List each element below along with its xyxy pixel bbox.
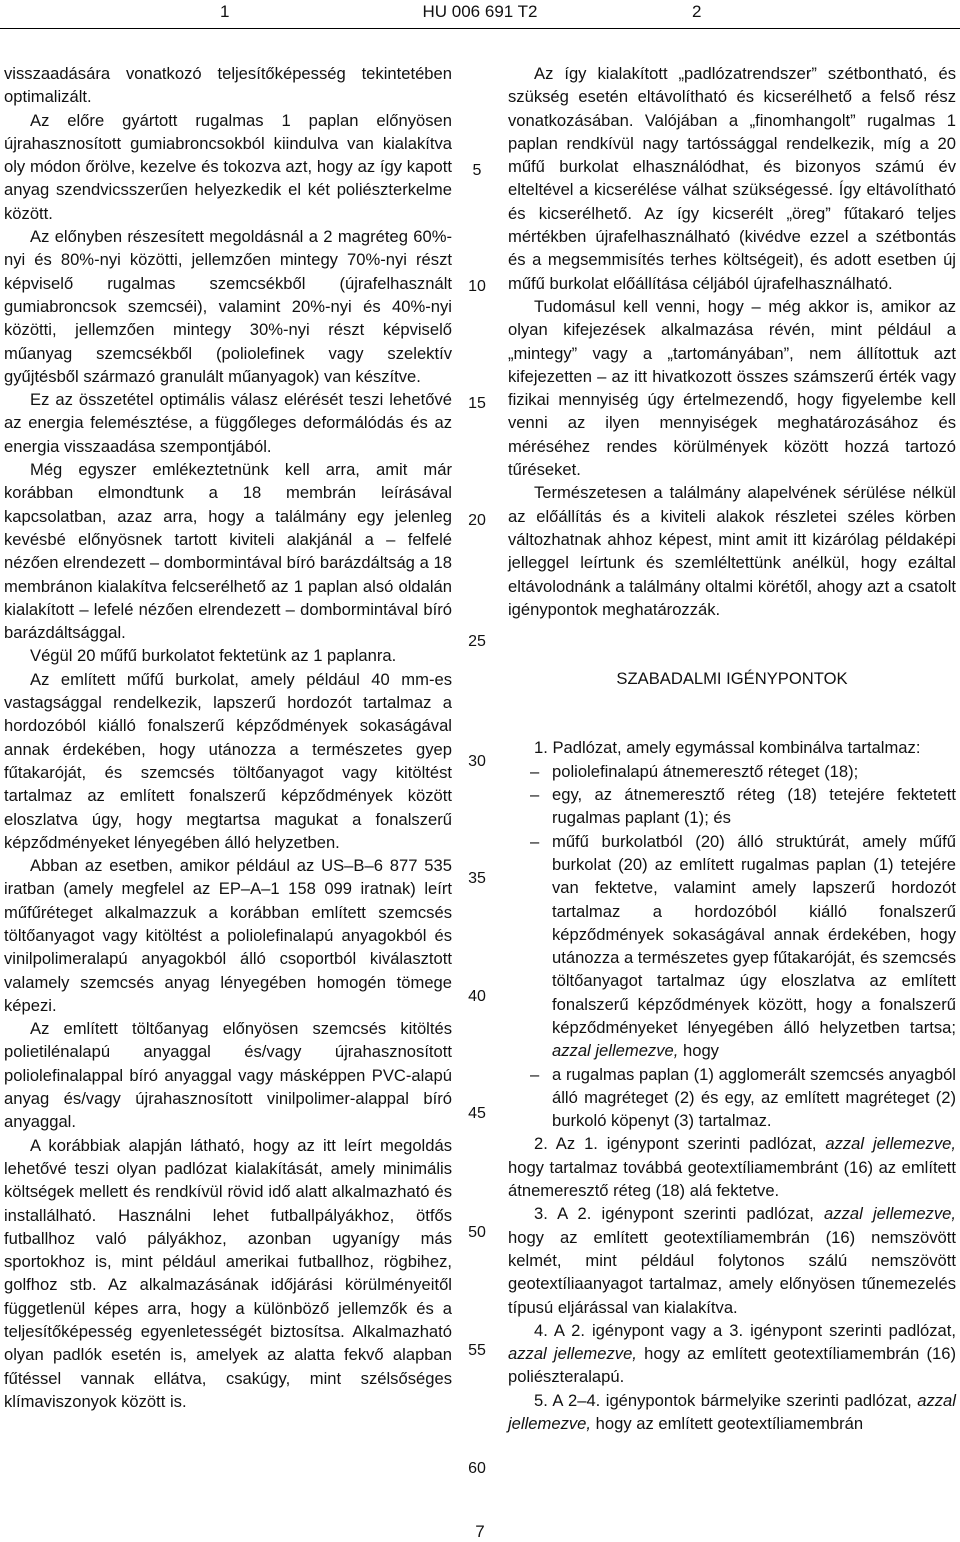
dash-mark: – <box>530 761 540 781</box>
paragraph: Az említett műfű burkolat, amely például 40 mm-es vastagsággal rendelkezik, lapszerű hordozót tartalmaz a hordozóból kiálló fonalszerű képződmények sokaságával annak érdekében, hogy utánozza a természetes gyep fűtakaróját, és szemcsés töltőanyagot vagy kitöltést tartalmaz az említett fonalszerű képződmények között eloszlatva úgy, hogy megtartsa magukat a fonalszerű képződményeket lényegében álló helyzetben. <box>4 669 452 852</box>
feature-text: műfű burkolatból (20) álló struktúrát, amely műfű burkolat (20) az említett rugalmas paplan (1) tetejére van fektetve, valamint amely lapszerű hordozót tartalmaz a hordozóból kiálló fonalszerű képződmények sokaságával annak érdekében, hogy utánozza a természetes gyep fűtakaróját, és szemcsés töltőanyagot tartalmaz úgy eloszlatva az említett fonalszerű képződmények között, hogy a fonalszerű képződményeket lényegében álló helyzetben tartsa; <box>552 831 956 1037</box>
feature-text: a rugalmas paplan (1) agglomerált szemcsés anyagból álló magréteget (2) és egy, az említett magréteget (2) burkoló köpenyt (3) tartalmaz. <box>552 1064 956 1131</box>
paragraph: Végül 20 műfű burkolatot fektetünk az 1 paplanra. <box>30 646 397 666</box>
line-number: 40 <box>468 988 486 1005</box>
line-number: 25 <box>468 633 486 650</box>
dash-mark: – <box>530 831 540 851</box>
claim-text: 4. A 2. igénypont vagy a 3. igénypont szerinti padlózat, <box>534 1320 956 1340</box>
claim-1-feature-1 <box>508 760 956 783</box>
line-number: 50 <box>468 1224 486 1241</box>
right-column <box>508 62 956 1435</box>
paragraph: Az említett töltőanyag előnyösen szemcsés kitöltés polietilénalapú anyaggal és/vagy újrahasznosított poliolefinalappal bíró anyaggal vagy másképpen PVC-alapú anyag és/vagy újrahasznosított vinilpolimer-alappal bíró anyaggal. <box>4 1019 452 1132</box>
paragraph: visszaadására vonatkozó teljesítőképesség tekintetében optimalizált. <box>4 64 452 107</box>
line-number: 10 <box>468 278 486 295</box>
feature-text: egy, az átnemeresztő réteg (18) tetejére fektetett rugalmas paplant (1); és <box>552 785 956 828</box>
claim-3 <box>508 1202 956 1318</box>
characterising-phrase: azzal jellemezve, <box>508 1344 637 1364</box>
left-column <box>4 62 452 1413</box>
line-number: 20 <box>468 512 486 529</box>
claim-1-feature-4 <box>508 1063 956 1133</box>
line-number: 45 <box>468 1105 486 1122</box>
claim-text: hogy az említett geotextíliamembrán (16) poliészteralapú. <box>508 1344 956 1387</box>
claim-text: hogy az említett geotextíliamembrán (16) nemszövött kelmét, mint például folytonos szálú nemszövött geotextíliaanyagot tartalmaz, amely előnyösen tűnemezelés típusú eljárással van kialakítva. <box>508 1227 956 1317</box>
paragraph: Ez az összetétel optimális válasz elérését teszi lehetővé az energia felemésztése, a függőleges deformálódás és az energia visszaadása szempontjából. <box>4 390 452 456</box>
feature-text: hogy <box>682 1041 719 1061</box>
line-number: 30 <box>468 753 486 770</box>
characterising-phrase: azzal jellemezve, <box>824 1204 956 1224</box>
paragraph: Az előre gyártott rugalmas 1 paplan előnyösen újrahasznosított gumiabroncsokból kiindulva van kialakítva oly módon őrölve, kezelve és tokozva azt, hogy az így kapott anyag szendvicsszerűen helyezkedik el két poliészterkelme között. <box>4 110 452 223</box>
claim-text: 2. Az 1. igénypont szerinti padlózat, <box>534 1134 817 1154</box>
claim-4 <box>508 1319 956 1389</box>
paragraph: Az így kialakított „padlózatrendszer” szétbontható, és szükség esetén eltávolítható és kicserélhető a felső rész vonatkozásában. Valójában a „finomhangolt” rugalmas 1 paplan rendkívül nagy tartóssággal rendelkezik, míg a 20 műfű burkolat elhasználódhat, és bizonyos számú év elteltével a kicserélése válhat szükségessé. Így eltávolítható és kicserélhető. Az így kicserélt „öreg” fűtakaró teljes mértékben újrafelhasználható (kivédve ezzel a szétbontás és a megsemmisítés terhes költségeit), és adott esetben új műfű burkolat előállítása céljából újrafelhasználható. <box>508 64 956 293</box>
line-number: 15 <box>468 395 486 412</box>
header-rule <box>0 28 960 29</box>
page-number: 7 <box>475 1522 485 1541</box>
paragraph: Az előnyben részesített megoldásnál a 2 magréteg 60%-nyi és 80%-nyi közötti, jellemzően mintegy 70%-nyi részt képviselő rugalmas szemcsékből (újrafelhasznált gumiabroncsok szemcséi), valamint 20%-nyi és 40%-nyi közötti, jellemzően mintegy 30%-nyi részt képviselő műanyag szemcsékből (poliolefinek vagy szelektív gyűjtésből származó granulált műanyagok) van készítve. <box>4 227 452 386</box>
line-number: 5 <box>472 162 482 179</box>
feature-text: poliolefinalapú átnemeresztő réteget (18); <box>552 761 859 781</box>
characterising-phrase: azzal jellemezve, <box>508 1390 956 1434</box>
claim-text: hogy az említett geotextíliamembrán <box>595 1414 864 1434</box>
line-number: 35 <box>468 870 486 887</box>
claim-text: hogy tartalmaz továbbá geotextíliamembránt (16) az említett átnemeresztő réteg (18) alá fektetve. <box>508 1157 956 1201</box>
paragraph: Még egyszer emlékeztetnünk kell arra, amit már korábban elmondtunk a 18 membrán leírásával kapcsolatban, azaz arra, hogy a találmány egy jelenleg kevésbé előnyösnek tartott kiviteli alakjánál a – felfelé nézően elrendezett – dombormintával bíró barázdáltság a 18 membránon kialakítva felcserélhető az 1 paplan alsó oldalán kialakított – lefelé nézően elrendezett – dombormintával bíró barázdáltsággal. <box>4 460 452 643</box>
section-gap <box>508 621 956 667</box>
claim-2 <box>508 1132 956 1202</box>
claim-1-feature-3 <box>508 830 956 1063</box>
line-number: 60 <box>468 1460 486 1477</box>
paragraph: A korábbiak alapján látható, hogy az itt leírt megoldás lehetővé teszi olyan padlózat kialakítását, amely minimális költségek mellett és rendkívül rövid idő alatt alkalmazható és installálható. Használni lehet futballpályákhoz, ötfős futballhoz való pályákhoz, azonban ugyanígy más sportokhoz is, mint például amerikai futballhoz, rögbihez, golfhoz stb. Az alkalmazásának időjárási körülményeitől függetlenül képes arra, hogy a különböző jellemzők és a teljesítőképesség egyenletességét biztosítsa. Alkalmazható olyan padlók esetén is, amelyek az alatta fekvő alapban fűtéssel vannak ellátva, csakúgy, mint szélsőséges klímaviszonyok között is. <box>4 1135 452 1411</box>
claim-5 <box>508 1389 956 1436</box>
claim-1-intro: 1. Padlózat, amely egymással kombinálva tartalmaz: <box>534 738 921 758</box>
left-page-number: 1 <box>220 2 230 21</box>
claims-title: SZABADALMI IGÉNYPONTOK <box>616 669 848 689</box>
paragraph: Tudomásul kell venni, hogy – még akkor is, amikor az olyan kifejezések alkalmazása révén, mint például a „mintegy” vagy a „tartományában”, nem állítottuk azt kifejezetten – az itt hivatkozott összes számszerű érték vagy fizikai mennyiség úgy értelmezendő, hogy figyelembe kell venni az ilyen mennyiségek meghatározásához és méréséhez rendes körülmények között hozzá tartozó tűréseket. <box>508 296 956 480</box>
dash-mark: – <box>530 1064 540 1084</box>
right-page-number: 2 <box>692 2 702 21</box>
document-id: HU 006 691 T2 <box>422 2 538 21</box>
claim-text: 3. A 2. igénypont szerinti padlózat, <box>534 1204 814 1224</box>
paragraph: Abban az esetben, amikor például az US–B–6 877 535 iratban (amely megfelel az EP–A–1 158 099 iratnak) leírt műfűréteget alkalmazzuk a korábban említett szemcsés töltőanyagot vagy kitöltést a poliolefinalapú anyagokból és vinilpolimeralapú anyagokból álló csoportból kiválasztott valamely szemcsés anyag lényegében homogén tömege képezi. <box>4 856 452 1015</box>
characterising-phrase: azzal jellemezve, <box>825 1134 956 1154</box>
line-number: 55 <box>468 1342 486 1359</box>
dash-mark: – <box>530 785 540 805</box>
claim-1-feature-2 <box>508 783 956 830</box>
paragraph: Természetesen a találmány alapelvének sérülése nélkül az előállítás és a kiviteli alakok részletei széles körben változhatnak ahhoz képest, mint amit itt kizárólag példaképi jelleggel leírtunk és szemléltettünk anélkül, hogy ezáltal eltávolodnánk a találmány oltalmi körétől, ahogy azt a csatolt igénypontok meghatározzák. <box>508 483 956 619</box>
characterising-phrase: azzal jellemezve, <box>552 1041 679 1061</box>
claim-text: 5. A 2–4. igénypontok bármelyike szerinti padlózat, <box>534 1390 912 1410</box>
section-gap <box>508 690 956 736</box>
